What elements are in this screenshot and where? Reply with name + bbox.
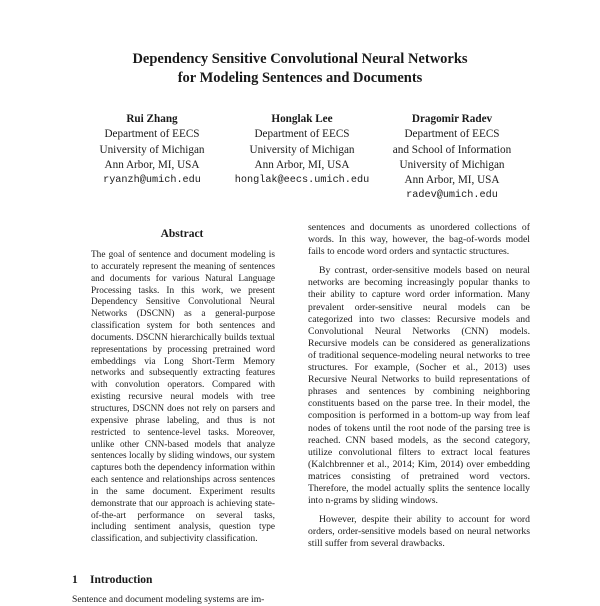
author-affiliation: University of Michigan xyxy=(249,143,355,156)
paragraph: By contrast, order-sensitive models based on neural networks are becoming increasingly popular thanks to their ability to capture word order information. Many prevalent order-sensitive neural models can be categorized into two classes: Recursive models and Convolutional Neural Networks (CNN) models. Recursive models can be considered as generalizations of traditional sequence-modeling neural networks to tree structures. For example, (Socher et al., 2013) uses Recursive Neural Networks to build representations of phrases and sentences by combining neighboring constituents based on the parse tree. In their model, the composition is performed in a bottom-up way from leaf nodes of tokens until the root node of the parsing tree is reached. CNN based models, as the second category, utilize convolutional filters to extract local features (Kalchbrenner et al., 2014; Kim, 2014) over embedding matrices consisting of pretrained word vectors. Therefore, the model actually splits the sentence locally into n-grams by sliding windows. xyxy=(308,265,530,507)
section-title: Introduction xyxy=(90,574,153,586)
author-block xyxy=(82,112,222,188)
abstract-heading: Abstract xyxy=(160,228,204,240)
author-affiliation: and School of Information xyxy=(392,143,512,156)
author-affiliation: Ann Arbor, MI, USA xyxy=(404,174,500,187)
section-heading-introduction xyxy=(72,574,152,586)
author-email: ryanzh@umich.edu xyxy=(103,175,201,187)
author-name: Dragomir Radev xyxy=(411,113,493,125)
author-affiliation: Department of EECS xyxy=(404,128,500,141)
author-block xyxy=(382,112,522,204)
author-affiliation: Department of EECS xyxy=(254,128,350,141)
abstract-text: The goal of sentence and document modeling is to accurately represent the meaning of sentences and documents for various Natural Language Processing tasks. In this work, we present Dependency Sensitive Convolutional Neural Networks (DSCNN) as a general-purpose classification system for both sentences and documents. DSCNN hierarchically builds textual representations by processing pretrained word embeddings via Long Short-Term Memory networks and subsequently extracting features with convolution operators. Compared with existing recursive neural models with tree structures, DSCNN does not rely on parsers and expensive phrase labeling, and thus is not restricted to sentence-level tasks. Moreover, unlike other CNN-based models that analyze sentences locally by sliding windows, our system captures both the dependency information within each sentence and relationships across sentences in the same document. Experiment results demonstrate that our approach is achieving state-of-the-art performance on several tasks, including sentiment analysis, question type classification, and subjectivity classification. xyxy=(91,250,275,545)
paper-title-line-2: for Modeling Sentences and Documents xyxy=(177,70,423,86)
author-block xyxy=(222,112,382,188)
author-name: Honglak Lee xyxy=(271,113,333,125)
author-email: radev@umich.edu xyxy=(406,190,498,202)
author-affiliation: University of Michigan xyxy=(399,158,505,171)
paragraph: sentences and documents as unordered collections of words. In this way, however, the bag-of-words model fails to encode word orders and syntactic structures. xyxy=(308,222,530,258)
section-number: 1 xyxy=(72,574,78,586)
author-affiliation: Ann Arbor, MI, USA xyxy=(254,158,350,171)
paragraph: However, despite their ability to account for word orders, order-sensitive models based on neural networks still suffer from several drawbacks. xyxy=(308,514,530,550)
paper-title-line-1: Dependency Sensitive Convolutional Neural Networks xyxy=(132,51,468,67)
author-affiliation: Ann Arbor, MI, USA xyxy=(104,158,200,171)
author-email: honglak@eecs.umich.edu xyxy=(234,175,370,187)
author-name: Rui Zhang xyxy=(126,113,178,125)
introduction-text: Sentence and document modeling systems are im- xyxy=(72,594,265,605)
right-column xyxy=(308,222,530,557)
author-affiliation: Department of EECS xyxy=(104,128,200,141)
author-affiliation: University of Michigan xyxy=(99,143,205,156)
